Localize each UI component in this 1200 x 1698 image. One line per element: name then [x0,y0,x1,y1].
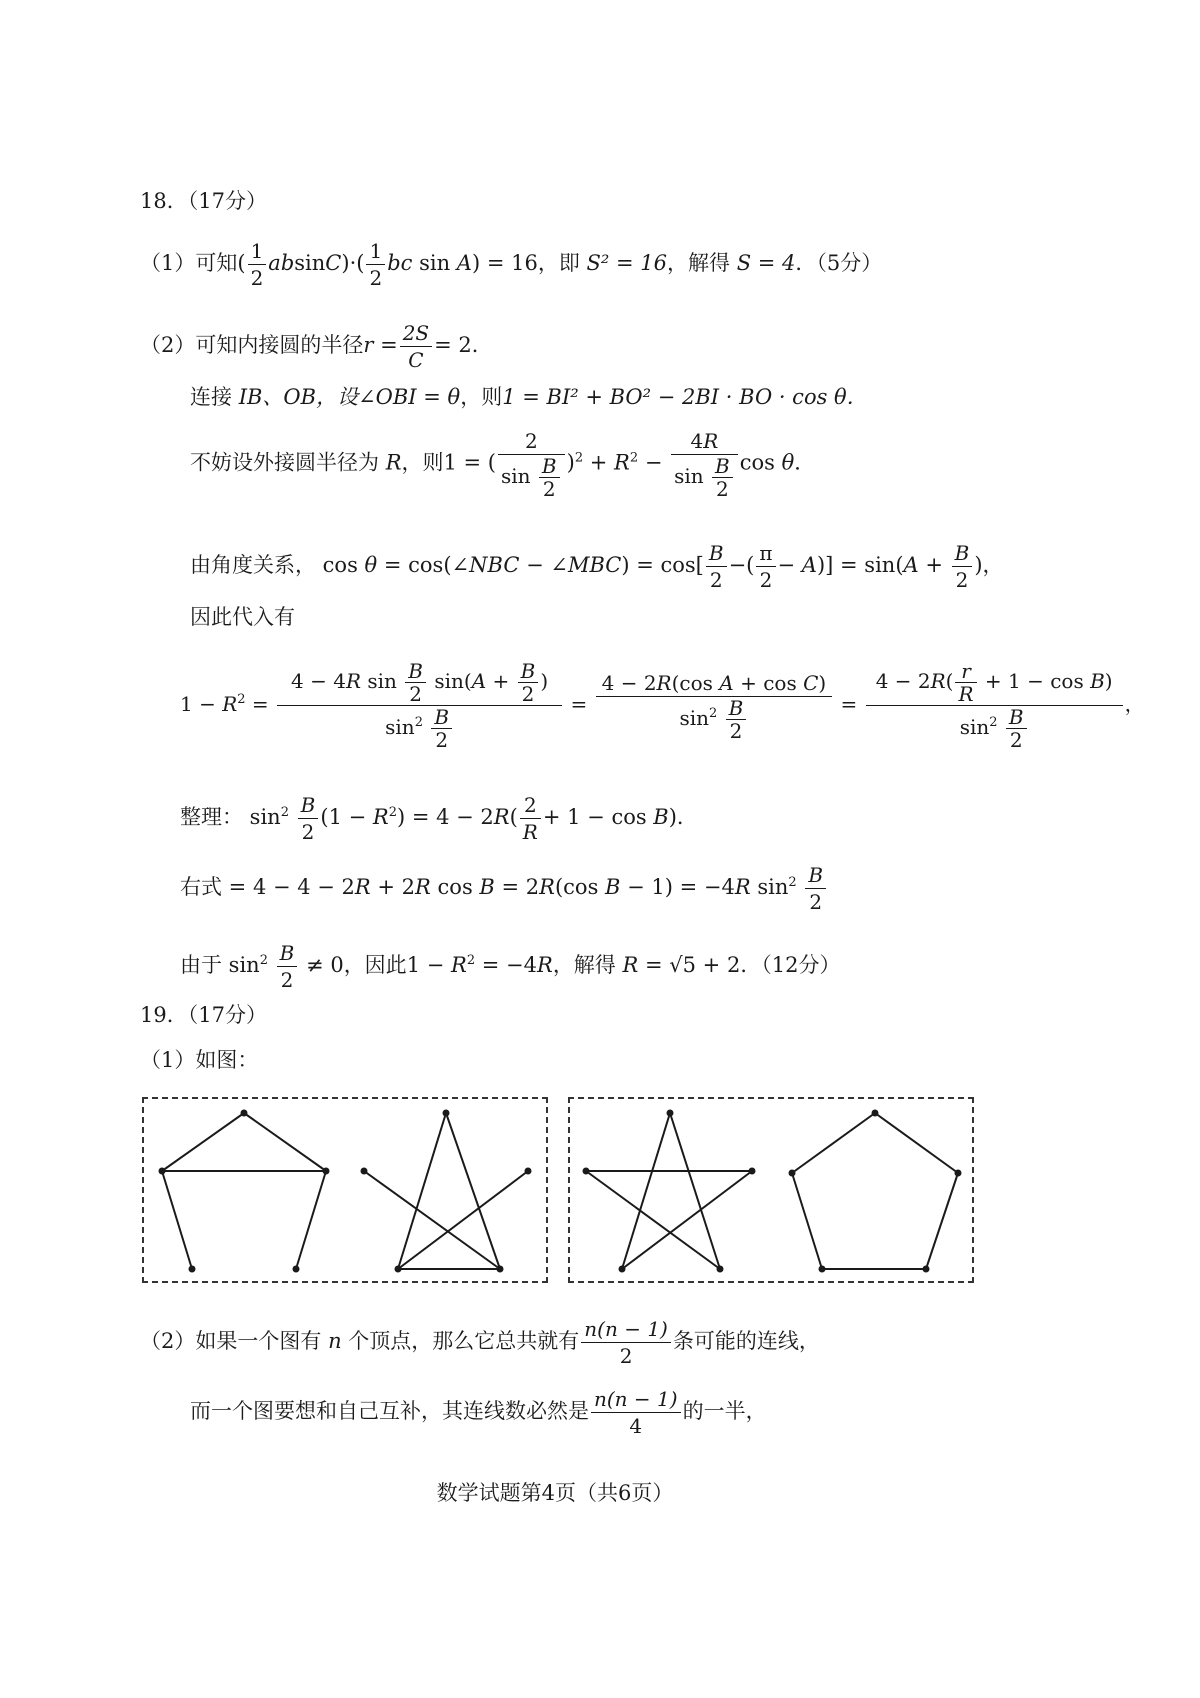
graph-pentagon-open [159,1110,330,1273]
q18-tidy-line: 整理： $\sin^2$ $\frac{B}{2}$ $(1 - R^2) = 4 - 2R$( $\frac{2}{R}$ + 1 − cos B)． [180,793,698,844]
fraction-edges: $\frac{n(n - 1)}{2}$ [581,1316,671,1369]
graph-pentagram [583,1110,756,1273]
q18-rhs-line: 右式 = 4 − 4 − 2R + 2R cos B = 2R(cos B − 1) = −4R $\sin^2$ $\frac{B}{2}$ [180,862,828,915]
q18-circumradius-line: 不妨设外接圆半径为 R，则1 = ( 2 sin $\frac{B}{2}$ )$^2 + R^2$ − 4R sin $\frac{B}{2}$ cos θ． [190,429,816,501]
q18-angle-line: 由角度关系， cos θ = cos(∠NBC − ∠MBC) = cos[ $\frac{B}{2}$ −( $\frac{\pi}{2}$ − A)] = sin(A + $\frac{B}{2}$ )， [190,541,1004,592]
q18-long-equation: $1 - R^2$ = 4 − 4R sin $\frac{B}{2}$ sin(A + $\frac{B}{2}$ ) $\sin^2$ $\frac{B}{2}$ = 4 − 2R(cos A + cos C) $\sin^2$ $\frac{B}{2}$ = 4 − 2R( $\frac{r}{R}$ + 1 − cos B) $\sin^2$ $\frac{B}{2}$ ， [180,659,1145,752]
q19-part3: 而一个图要想和自己互补，其连线数必然是 $\frac{n(n - 1)}{4}$ 的一半， [190,1387,767,1438]
q19-part1: （1）如图： [140,1048,259,1072]
graph-pair-box-right [568,1097,974,1283]
q18-part1-prefix: （1）可知( [140,251,246,275]
graph-pentagon [789,1110,962,1273]
fraction-half-edges: $\frac{n(n - 1)}{4}$ [591,1386,681,1439]
graph-pair-box-left [142,1097,548,1283]
fraction-half: $\frac{1}{2}$ [366,238,385,291]
fraction-2S-over-C: $\frac{2S}{C}$ [400,320,432,373]
q19-header: 19．（17分） [140,1003,267,1027]
q18-part1: （1）可知( $\frac{1}{2}$ absinC)·( $\frac{1}{2}$ bc sin A) = 16，即 S² = 16，解得 S = 4．（5分） [140,239,883,290]
q18-conclusion-line: 由于 $\sin^2$ $\frac{B}{2}$ ≠ 0，因此$1 - R^2 = -4R$，解得 R = √5 + 2．（12分） [180,941,841,992]
q18-part2: （2）可知内接圆的半径r = $\frac{2S}{C}$ = 2． [140,321,493,372]
graph-complement-star-open [361,1110,532,1273]
q18-connect-line: 连接 IB、OB，设∠OBI = θ，则1 = BI² + BO² − 2BI · BO · cos θ． [190,385,868,409]
graph-pair-right [570,1099,972,1281]
q18-header: 18．（17分） [140,189,267,213]
graph-pair-left [144,1099,546,1281]
fraction-half: $\frac{1}{2}$ [248,238,267,291]
q19-part2: （2）如果一个图有 n 个顶点，那么它总共就有 $\frac{n(n - 1)}{2}$ 条可能的连线， [140,1317,820,1368]
q18-substitute-line: 因此代入有 [190,605,295,629]
page-footer: 数学试题第4页（共6页） [436,1481,674,1505]
